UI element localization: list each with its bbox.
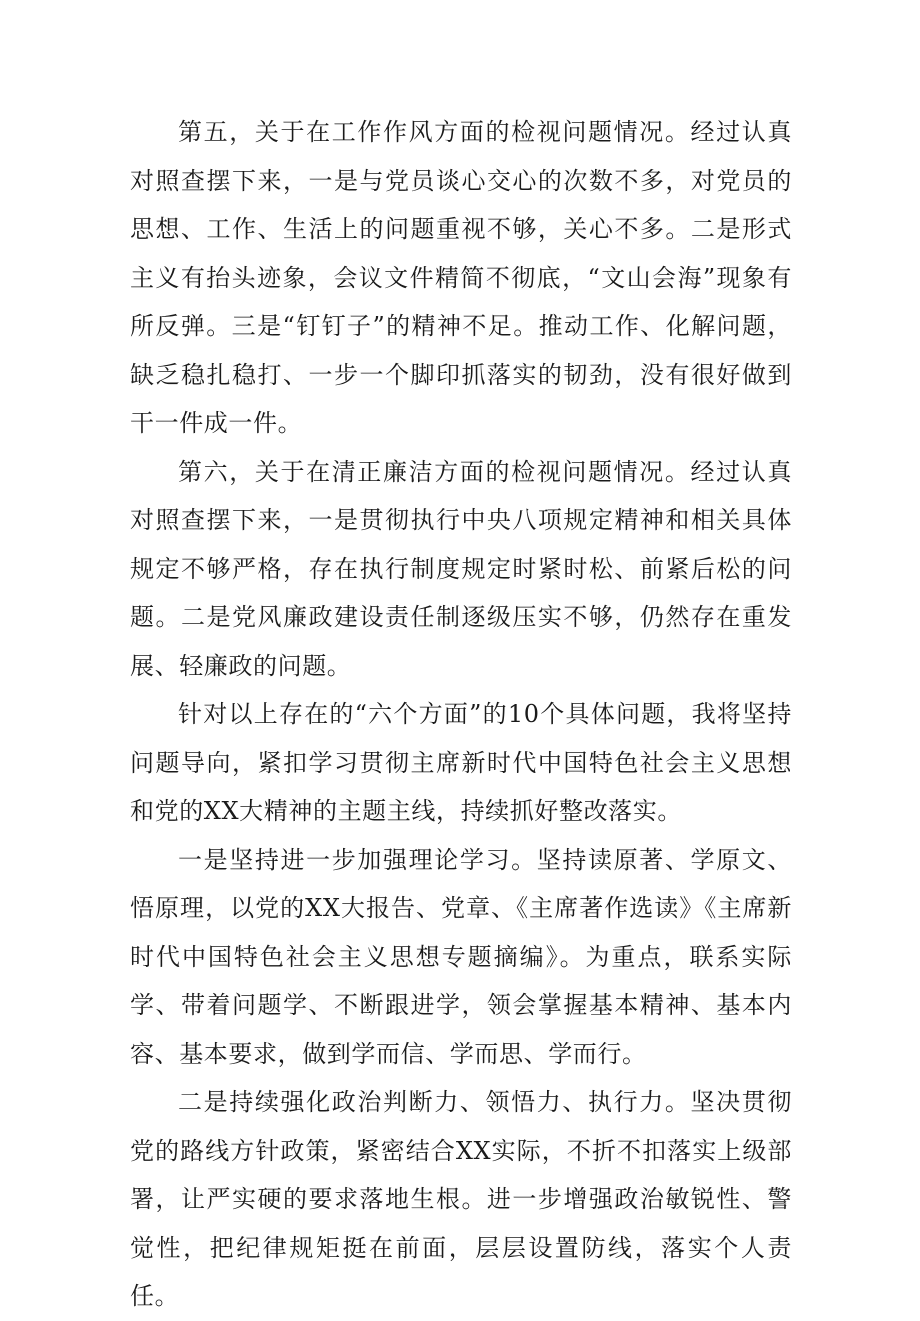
paragraph-work-style: 第五，关于在工作作风方面的检视问题情况。经过认真对照查摆下来，一是与党员谈心交心的次数不多，对党员的思想、工作、生活上的问题重视不够，关心不多。二是形式主义有抬头迹象，会议文件精简不彻底，“文山会海”现象有所反弹。三是“钉钉子”的精神不足。推动工作、化解问题，缺乏稳扎稳打、一步一个脚印抓落实的韧劲，没有很好做到干一件成一件。 (130, 118, 792, 437)
paragraph-rectification-intro: 针对以上存在的“六个方面”的10个具体问题，我将坚持问题导向，紧扣学习贯彻主席新时代中国特色社会主义思想和党的XX大精神的主题主线，持续抓好整改落实。 (130, 700, 792, 825)
paragraph-integrity: 第六，关于在清正廉洁方面的检视问题情况。经过认真对照查摆下来，一是贯彻执行中央八项规定精神和相关具体规定不够严格，存在执行制度规定时紧时松、前紧后松的问题。二是党风廉政建设责任制逐级压实不够，仍然存在重发展、轻廉政的问题。 (130, 457, 792, 680)
paragraph-theory-study: 一是坚持进一步加强理论学习。坚持读原著、学原文、悟原理，以党的XX大报告、党章、《主席著作选读》《主席新时代中国特色社会主义思想专题摘编》。为重点，联系实际学、带着问题学、不断跟进学，领会掌握基本精神、基本内容、基本要求，做到学而信、学而思、学而行。 (130, 845, 792, 1068)
paragraph-political-ability: 二是持续强化政治判断力、领悟力、执行力。坚决贯彻党的路线方针政策，紧密结合XX实际，不折不扣落实上级部署，让严实硬的要求落地生根。进一步增强政治敏锐性、警觉性，把纪律规矩挺在前面，层层设置防线，落实个人责任。 (130, 1088, 792, 1310)
document-body (130, 108, 792, 1321)
